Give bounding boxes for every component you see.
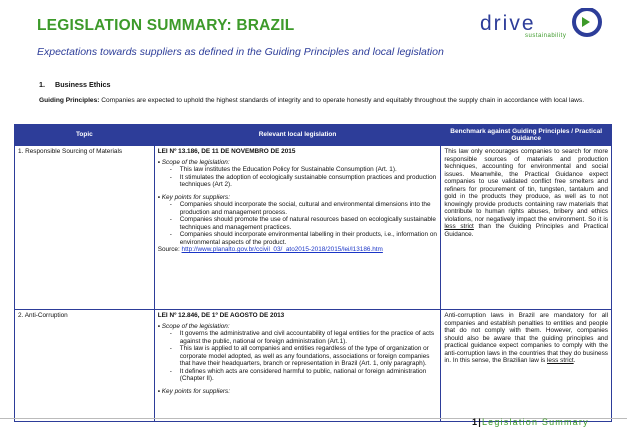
less-strict-text: less strict — [444, 223, 474, 230]
topic-cell: 1. Responsible Sourcing of Materials — [15, 146, 155, 310]
key-point-item: - Companies should promote the use of natural resources based on ecologically sustainable techniques and management practices. — [158, 216, 438, 231]
legislation-cell — [154, 146, 441, 310]
page-title: LEGISLATION SUMMARY: BRAZIL — [37, 17, 295, 34]
table-row — [15, 310, 612, 422]
scope-item: - This law institutes the Education Policy for Sustainable Consumption (Art. 1). — [158, 166, 438, 174]
header-legislation: Relevant local legislation — [154, 125, 441, 146]
scope-item: - It stimulates the adoption of ecologically sustainable consumption practices and production techniques (Art 2). — [158, 174, 438, 189]
logo-wordmark: drive — [480, 12, 536, 35]
table-row — [15, 146, 612, 310]
source-line: Source: http://www.planalto.gov.br/ccivil_03/_ato2015-2018/2015/lei/l13186.htm — [157, 246, 383, 253]
page-subtitle: Expectations towards suppliers as defined in the Guiding Principles and local legislation — [37, 46, 444, 58]
section-heading — [39, 80, 121, 89]
scope-item: - This law is applied to all companies and entities regardless of the type of organization or corporate model adopted, as well as any foundations, associations or foreign companies that have their headquarters, branch or representation in Brazil (Art. 1, only paragraph). — [158, 345, 438, 368]
section-number: 1. — [39, 80, 45, 89]
benchmark-cell: Anti-corruption laws in Brazil are mandatory for all companies and establish penalties to entities and people that do not comply with them. However, companies should also be aware that the guiding principles and practical guidance expect companies to comply with the anti-corruption laws in the countries that they do business in. In this sense, the Brazilian law is less strict. — [441, 310, 612, 422]
guiding-text: Companies are expected to uphold the highest standards of integrity and to operate honestly and equitably throughout the supply chain in accordance with local laws. — [101, 97, 585, 104]
less-strict-text: less strict — [547, 357, 574, 364]
legislation-table — [14, 124, 612, 422]
scope-item: - It defines which acts are considered harmful to public, national or foreign administration (Chapter II). — [158, 368, 438, 383]
legislation-cell — [154, 310, 441, 422]
guiding-principles — [39, 97, 599, 106]
key-points-label: ▪ Key points for suppliers: — [157, 387, 230, 395]
key-point-item: - Companies should incorporate the social, cultural and environmental dimensions into the production and management process. — [158, 201, 438, 216]
page-number: 1 — [472, 417, 479, 427]
law-title: LEI Nº 13.186, DE 11 DE NOVEMBRO DE 2015 — [157, 148, 296, 155]
law-title: LEI Nº 12.846, DE 1º DE AGOSTO DE 2013 — [157, 312, 285, 319]
key-point-item: - Companies should incorporate environmental labelling in their products, i.e., information on environmental aspects of the product. — [158, 231, 438, 246]
section-title: Business Ethics — [55, 80, 111, 89]
benchmark-cell: This law only encourages companies to search for more responsible sources of materials and production techniques, accounting for environmental and social issues. Meanwhile, the Practical Guidance expect companies to use validated conflict free smelters and refiners for procurement of tin, tungsten, tantalum and gold in the products they produce, as well as to not knowingly provide products containing raw materials that contribute to human rights abuses, bribery and ethics violations, nor negatively impact the environment. So it is less strict than the Guiding Principles and Practical Guidance. — [441, 146, 612, 310]
topic-cell: 2. Anti-Corruption — [15, 310, 155, 422]
key-points-label: ▪ Key points for suppliers: — [157, 193, 230, 201]
header-benchmark: Benchmark against Guiding Principles / Practical Guidance — [441, 125, 612, 146]
source-link[interactable]: http://www.planalto.gov.br/ccivil_03/_ato2015-2018/2015/lei/l13186.htm — [181, 246, 383, 253]
scope-label: ▪ Scope of the legislation: — [157, 158, 230, 166]
footer-label: Legislation Summary — [481, 417, 589, 427]
page-footer: 1|Legislation Summary — [472, 417, 589, 427]
scope-label: ▪ Scope of the legislation: — [157, 322, 230, 330]
logo-tagline: sustainability — [525, 33, 567, 39]
header-topic: Topic — [15, 125, 155, 146]
guiding-label: Guiding Principles: — [39, 97, 100, 104]
table-header-row — [15, 125, 612, 146]
scope-item: - It governs the administrative and civil accountability of legal entities for the practice of acts against the public, national or foreign administration (Art.1). — [158, 330, 438, 345]
